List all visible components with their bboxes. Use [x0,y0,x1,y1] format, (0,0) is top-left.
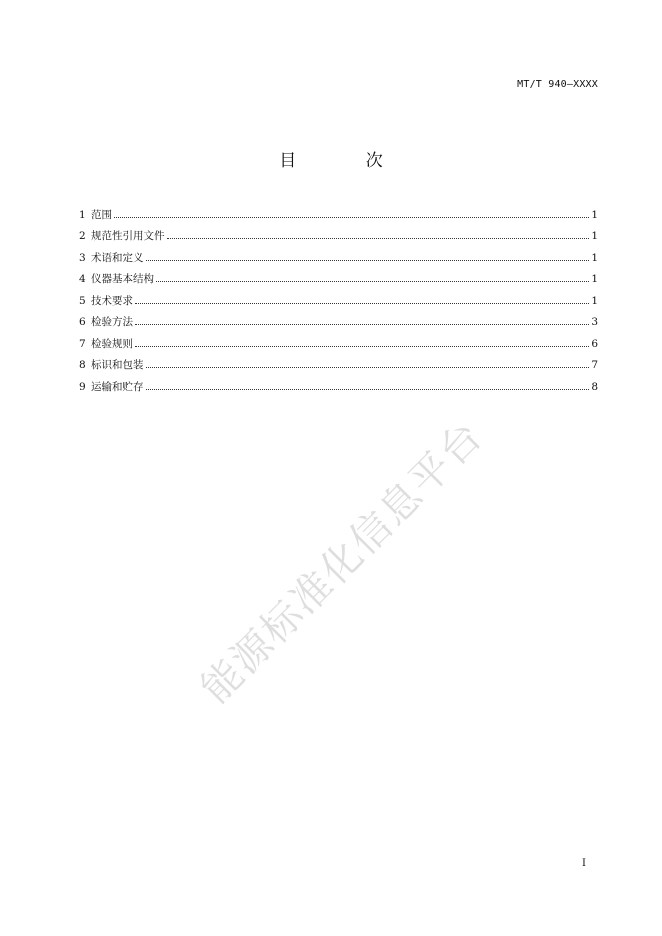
watermark: 能源标准化信息平台 [192,412,493,713]
toc-entry-page: 1 [591,208,598,221]
dot-leader [114,217,589,218]
toc-entry-number: 1 [79,208,86,221]
toc-entry-page: 7 [591,359,598,371]
table-of-contents [79,199,598,393]
toc-entry-title: 仪器基本结构 [91,273,154,285]
toc-entry[interactable] [79,221,598,243]
dot-leader [135,303,589,304]
toc-entry-page: 1 [591,230,598,242]
toc-entry-title: 标识和包装 [91,359,144,371]
toc-entry[interactable] [79,350,598,372]
toc-entry-number: 9 [79,380,86,393]
dot-leader [167,238,590,239]
toc-entry-title: 检验规则 [91,337,133,350]
dot-leader [135,346,589,347]
toc-entry[interactable] [79,307,598,329]
toc-entry-page: 1 [591,294,598,307]
toc-entry-number: 6 [79,316,86,328]
page-number: I [582,858,586,869]
toc-entry-page: 1 [591,251,598,264]
toc-entry-number: 5 [79,294,86,307]
document-code: MT/T 940—XXXX [517,79,598,90]
toc-entry[interactable] [79,199,598,221]
toc-entry-title: 技术要求 [91,294,133,307]
toc-entry-page: 1 [591,273,598,285]
toc-entry[interactable] [79,328,598,350]
toc-entry-title: 规范性引用文件 [91,230,165,242]
toc-entry[interactable] [79,371,598,393]
toc-entry-number: 3 [79,251,86,264]
dot-leader [146,389,590,390]
toc-entry-page: 3 [591,316,598,328]
toc-entry-title: 检验方法 [91,316,133,328]
toc-title: 目 次 [279,151,415,171]
toc-entry-number: 8 [79,359,86,371]
toc-entry-title: 运输和贮存 [91,380,144,393]
toc-entry[interactable] [79,242,598,264]
toc-entry[interactable] [79,285,598,307]
toc-entry[interactable] [79,264,598,286]
toc-entry-title: 范围 [91,208,112,221]
toc-entry-number: 7 [79,337,86,350]
toc-entry-number: 4 [79,273,86,285]
toc-entry-number: 2 [79,230,86,242]
toc-entry-page: 6 [591,337,598,350]
dot-leader [135,324,589,325]
dot-leader [146,260,590,261]
dot-leader [156,281,589,282]
toc-entry-page: 8 [591,380,598,393]
toc-entry-title: 术语和定义 [91,251,144,264]
dot-leader [146,367,590,368]
